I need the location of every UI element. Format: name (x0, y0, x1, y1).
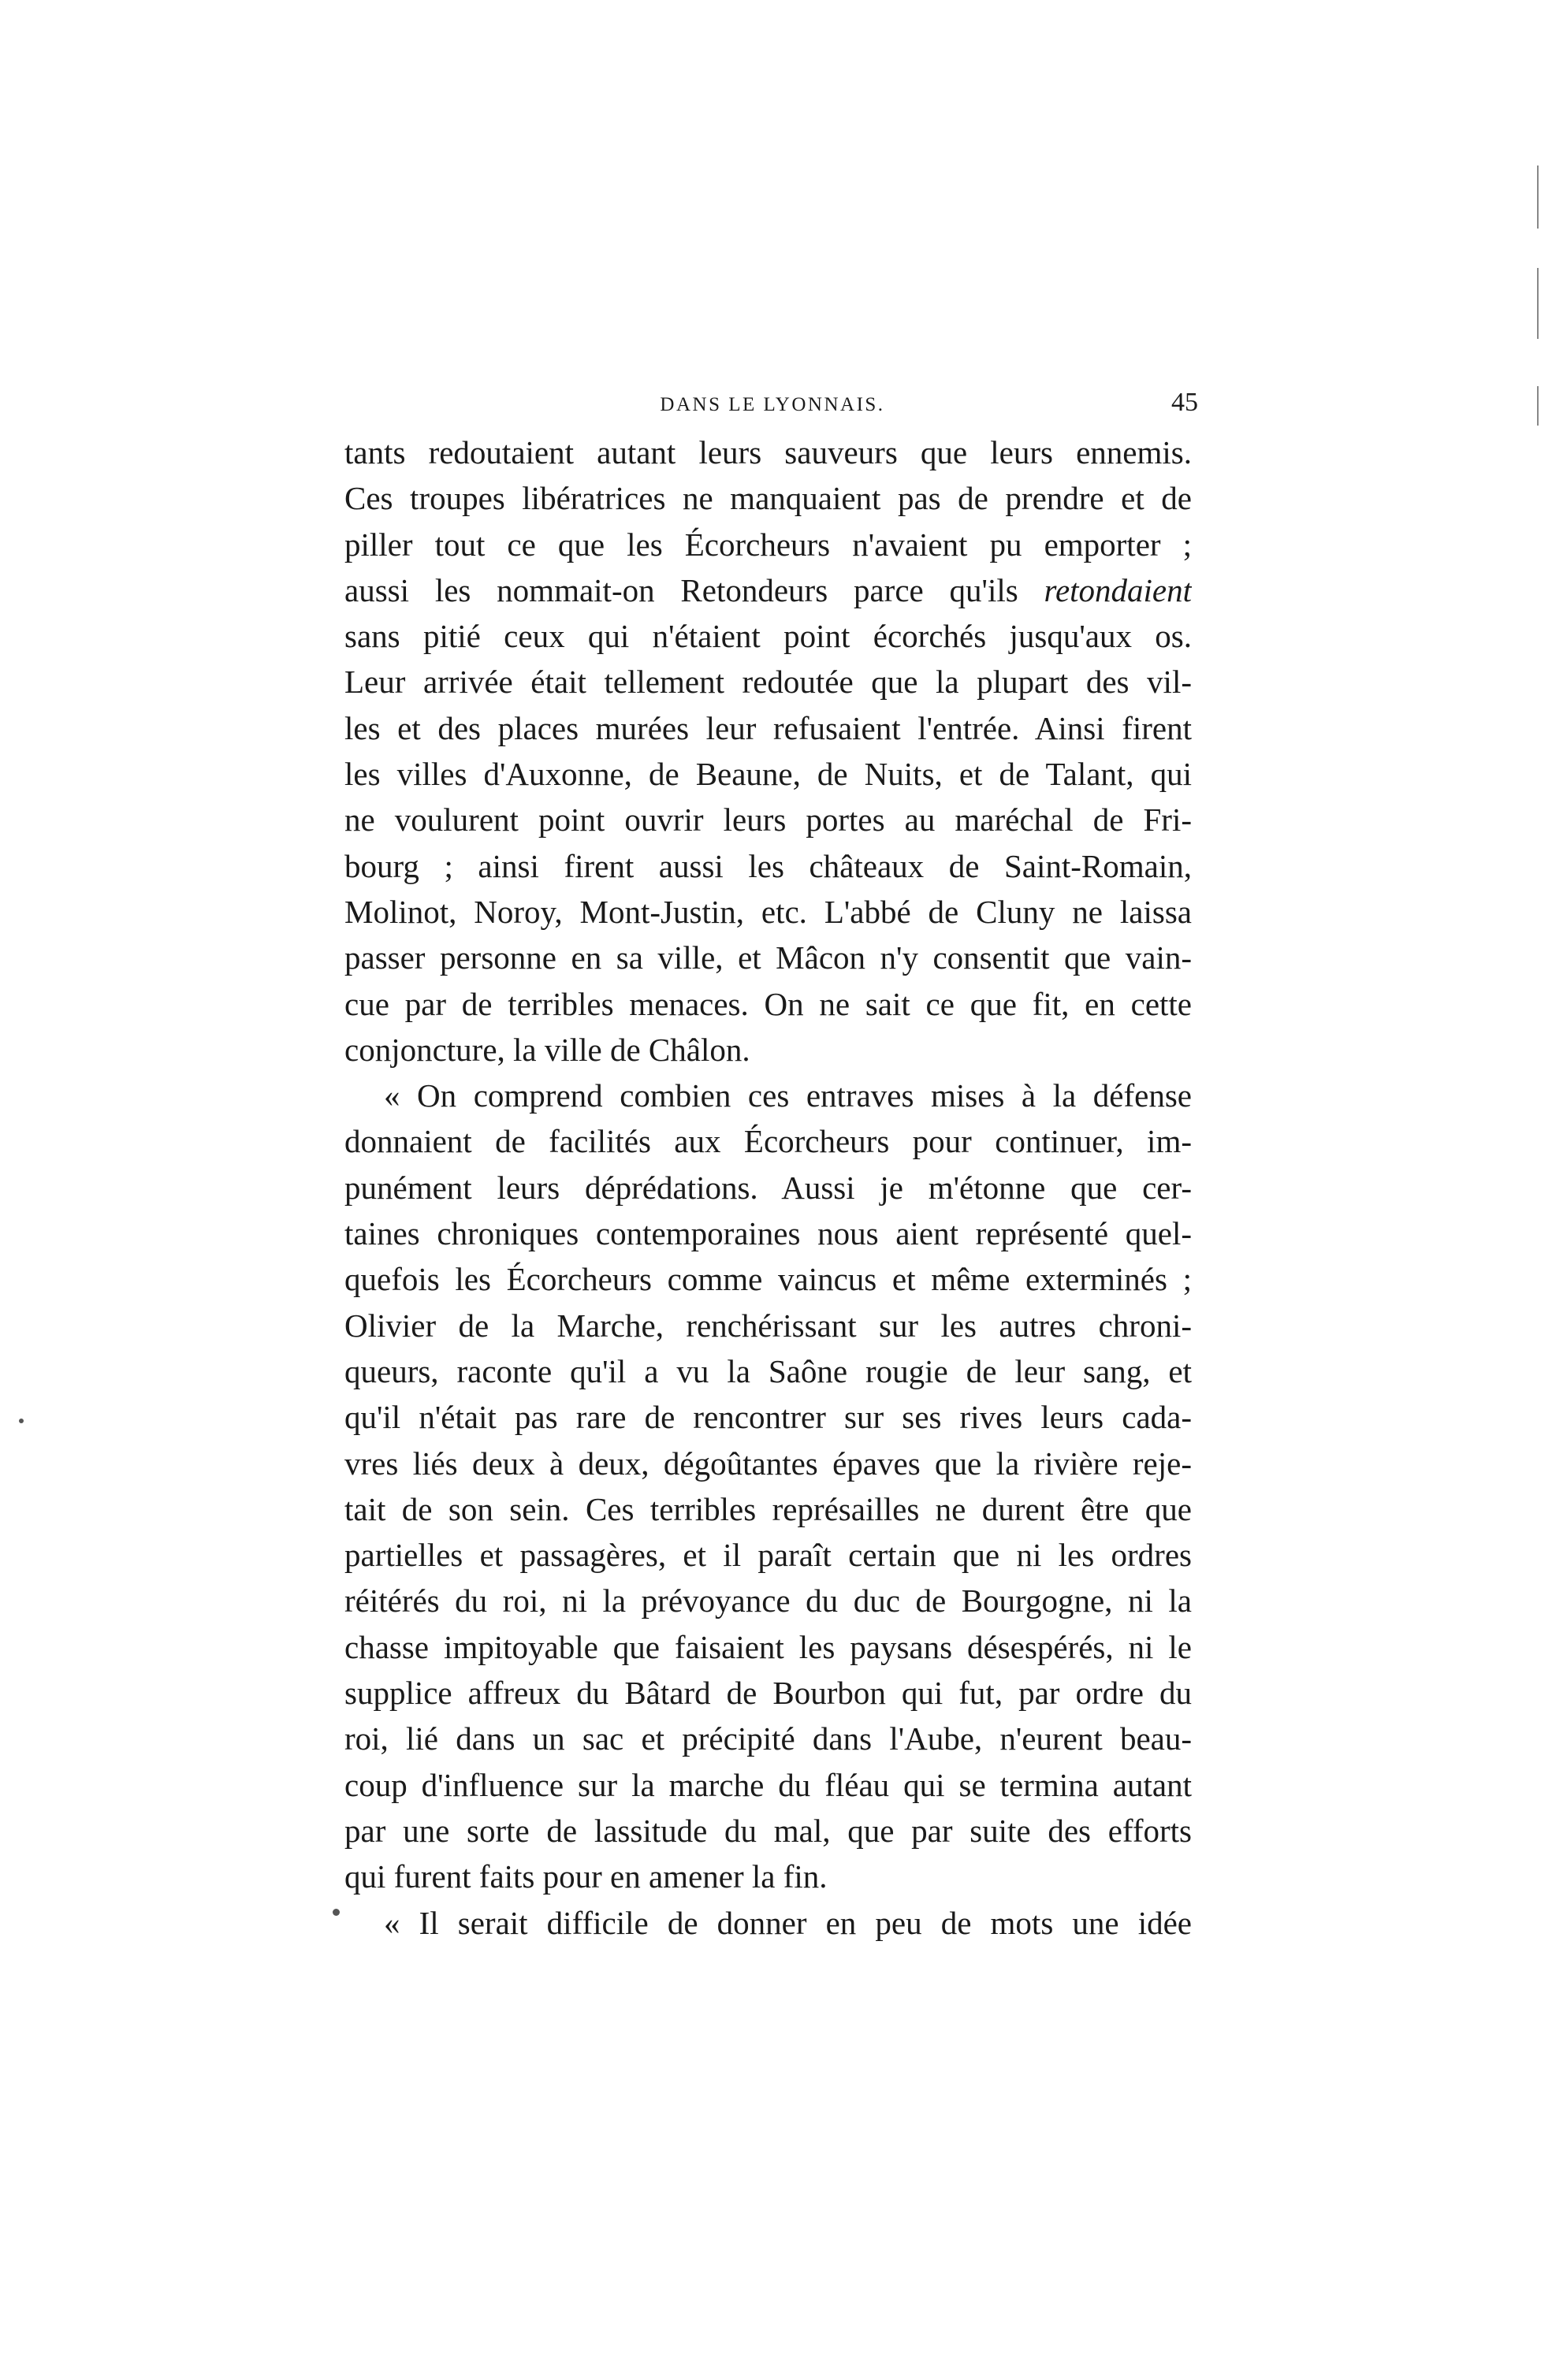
text-line: queurs, raconte qu'il a vu la Saône rougie de leur sang, et (344, 1352, 1192, 1389)
text-line: quefois les Écorcheurs comme vaincus et même exterminés ; (344, 1261, 1192, 1298)
text-line: conjoncture, la ville de Châlon. (344, 1031, 750, 1068)
scan-edge-mark (1537, 165, 1539, 229)
text-line-segment: aussi les nommait-on Retondeurs parce qu'ils (344, 571, 1018, 608)
text-line: ne voulurent point ouvrir leurs portes au maréchal de Fri- (344, 801, 1192, 839)
text-line: roi, lié dans un sac et précipité dans l'Aube, n'eurent beau- (344, 1720, 1192, 1757)
text-line: chasse impitoyable que faisaient les paysans désespérés, ni le (344, 1628, 1192, 1665)
text-line: Leur arrivée était tellement redoutée que la plupart des vil- (344, 664, 1192, 701)
text-line: donnaient de facilités aux Écorcheurs pour continuer, im- (344, 1123, 1192, 1160)
text-line: punément leurs déprédations. Aussi je m'étonne que cer- (344, 1169, 1192, 1206)
text-line: qui furent faits pour en amener la fin. (344, 1858, 828, 1895)
print-speck (333, 1909, 340, 1916)
running-head: DANS LE LYONNAIS. (660, 394, 885, 415)
text-line: supplice affreux du Bâtard de Bourbon qui fut, par ordre du (344, 1675, 1192, 1712)
print-speck (19, 1419, 24, 1423)
text-line: « Il serait difficile de donner en peu de mots une idée (384, 1904, 1192, 1941)
italic-word: retondaient (1044, 571, 1193, 608)
text-line: les villes d'Auxonne, de Beaune, de Nuits, et de Talant, qui (344, 756, 1192, 793)
text-line: vres liés deux à deux, dégoûtantes épaves que la rivière reje- (344, 1445, 1192, 1482)
text-line: tants redoutaient autant leurs sauveurs que leurs ennemis. (344, 434, 1192, 470)
text-line: bourg ; ainsi firent aussi les châteaux de Saint-Romain, (344, 847, 1192, 884)
text-line: Ces troupes libératrices ne manquaient pas de prendre et de (344, 480, 1192, 517)
text-line: Molinot, Noroy, Mont-Justin, etc. L'abbé de Cluny ne laissa (344, 893, 1192, 930)
scan-edge-mark (1537, 268, 1539, 339)
text-line: piller tout ce que les Écorcheurs n'avaient pu emporter ; (344, 526, 1192, 563)
body-text (344, 430, 1192, 1946)
text-line: « On comprend combien ces entraves mises à la défense (384, 1077, 1192, 1114)
text-line: Olivier de la Marche, renchérissant sur les autres chroni- (344, 1307, 1192, 1344)
text-line: taines chroniques contemporaines nous aient représenté quel- (344, 1215, 1192, 1252)
text-line: les et des places murées leur refusaient l'entrée. Ainsi firent (344, 709, 1192, 746)
text-line: réitérés du roi, ni la prévoyance du duc de Bourgogne, ni la (344, 1582, 1192, 1620)
text-line: par une sorte de lassitude du mal, que par suite des efforts (344, 1812, 1192, 1849)
text-line: qu'il n'était pas rare de rencontrer sur ses rives leurs cada- (344, 1399, 1192, 1436)
text-line: partielles et passagères, et il paraît certain que ni les ordres (344, 1537, 1192, 1574)
text-line: passer personne en sa ville, et Mâcon n'y consentit que vain- (344, 939, 1192, 976)
text-line: coup d'influence sur la marche du fléau qui se termina autant (344, 1766, 1192, 1803)
page-number: 45 (1171, 388, 1198, 417)
text-line (344, 567, 1192, 613)
text-line: tait de son sein. Ces terribles représailles ne durent être que (344, 1490, 1192, 1527)
text-line: sans pitié ceux qui n'étaient point écorchés jusqu'aux os. (344, 618, 1192, 655)
page-header (347, 388, 1198, 422)
text-line: cue par de terribles menaces. On ne sait ce que fit, en cette (344, 985, 1192, 1022)
scan-edge-mark (1537, 386, 1539, 426)
